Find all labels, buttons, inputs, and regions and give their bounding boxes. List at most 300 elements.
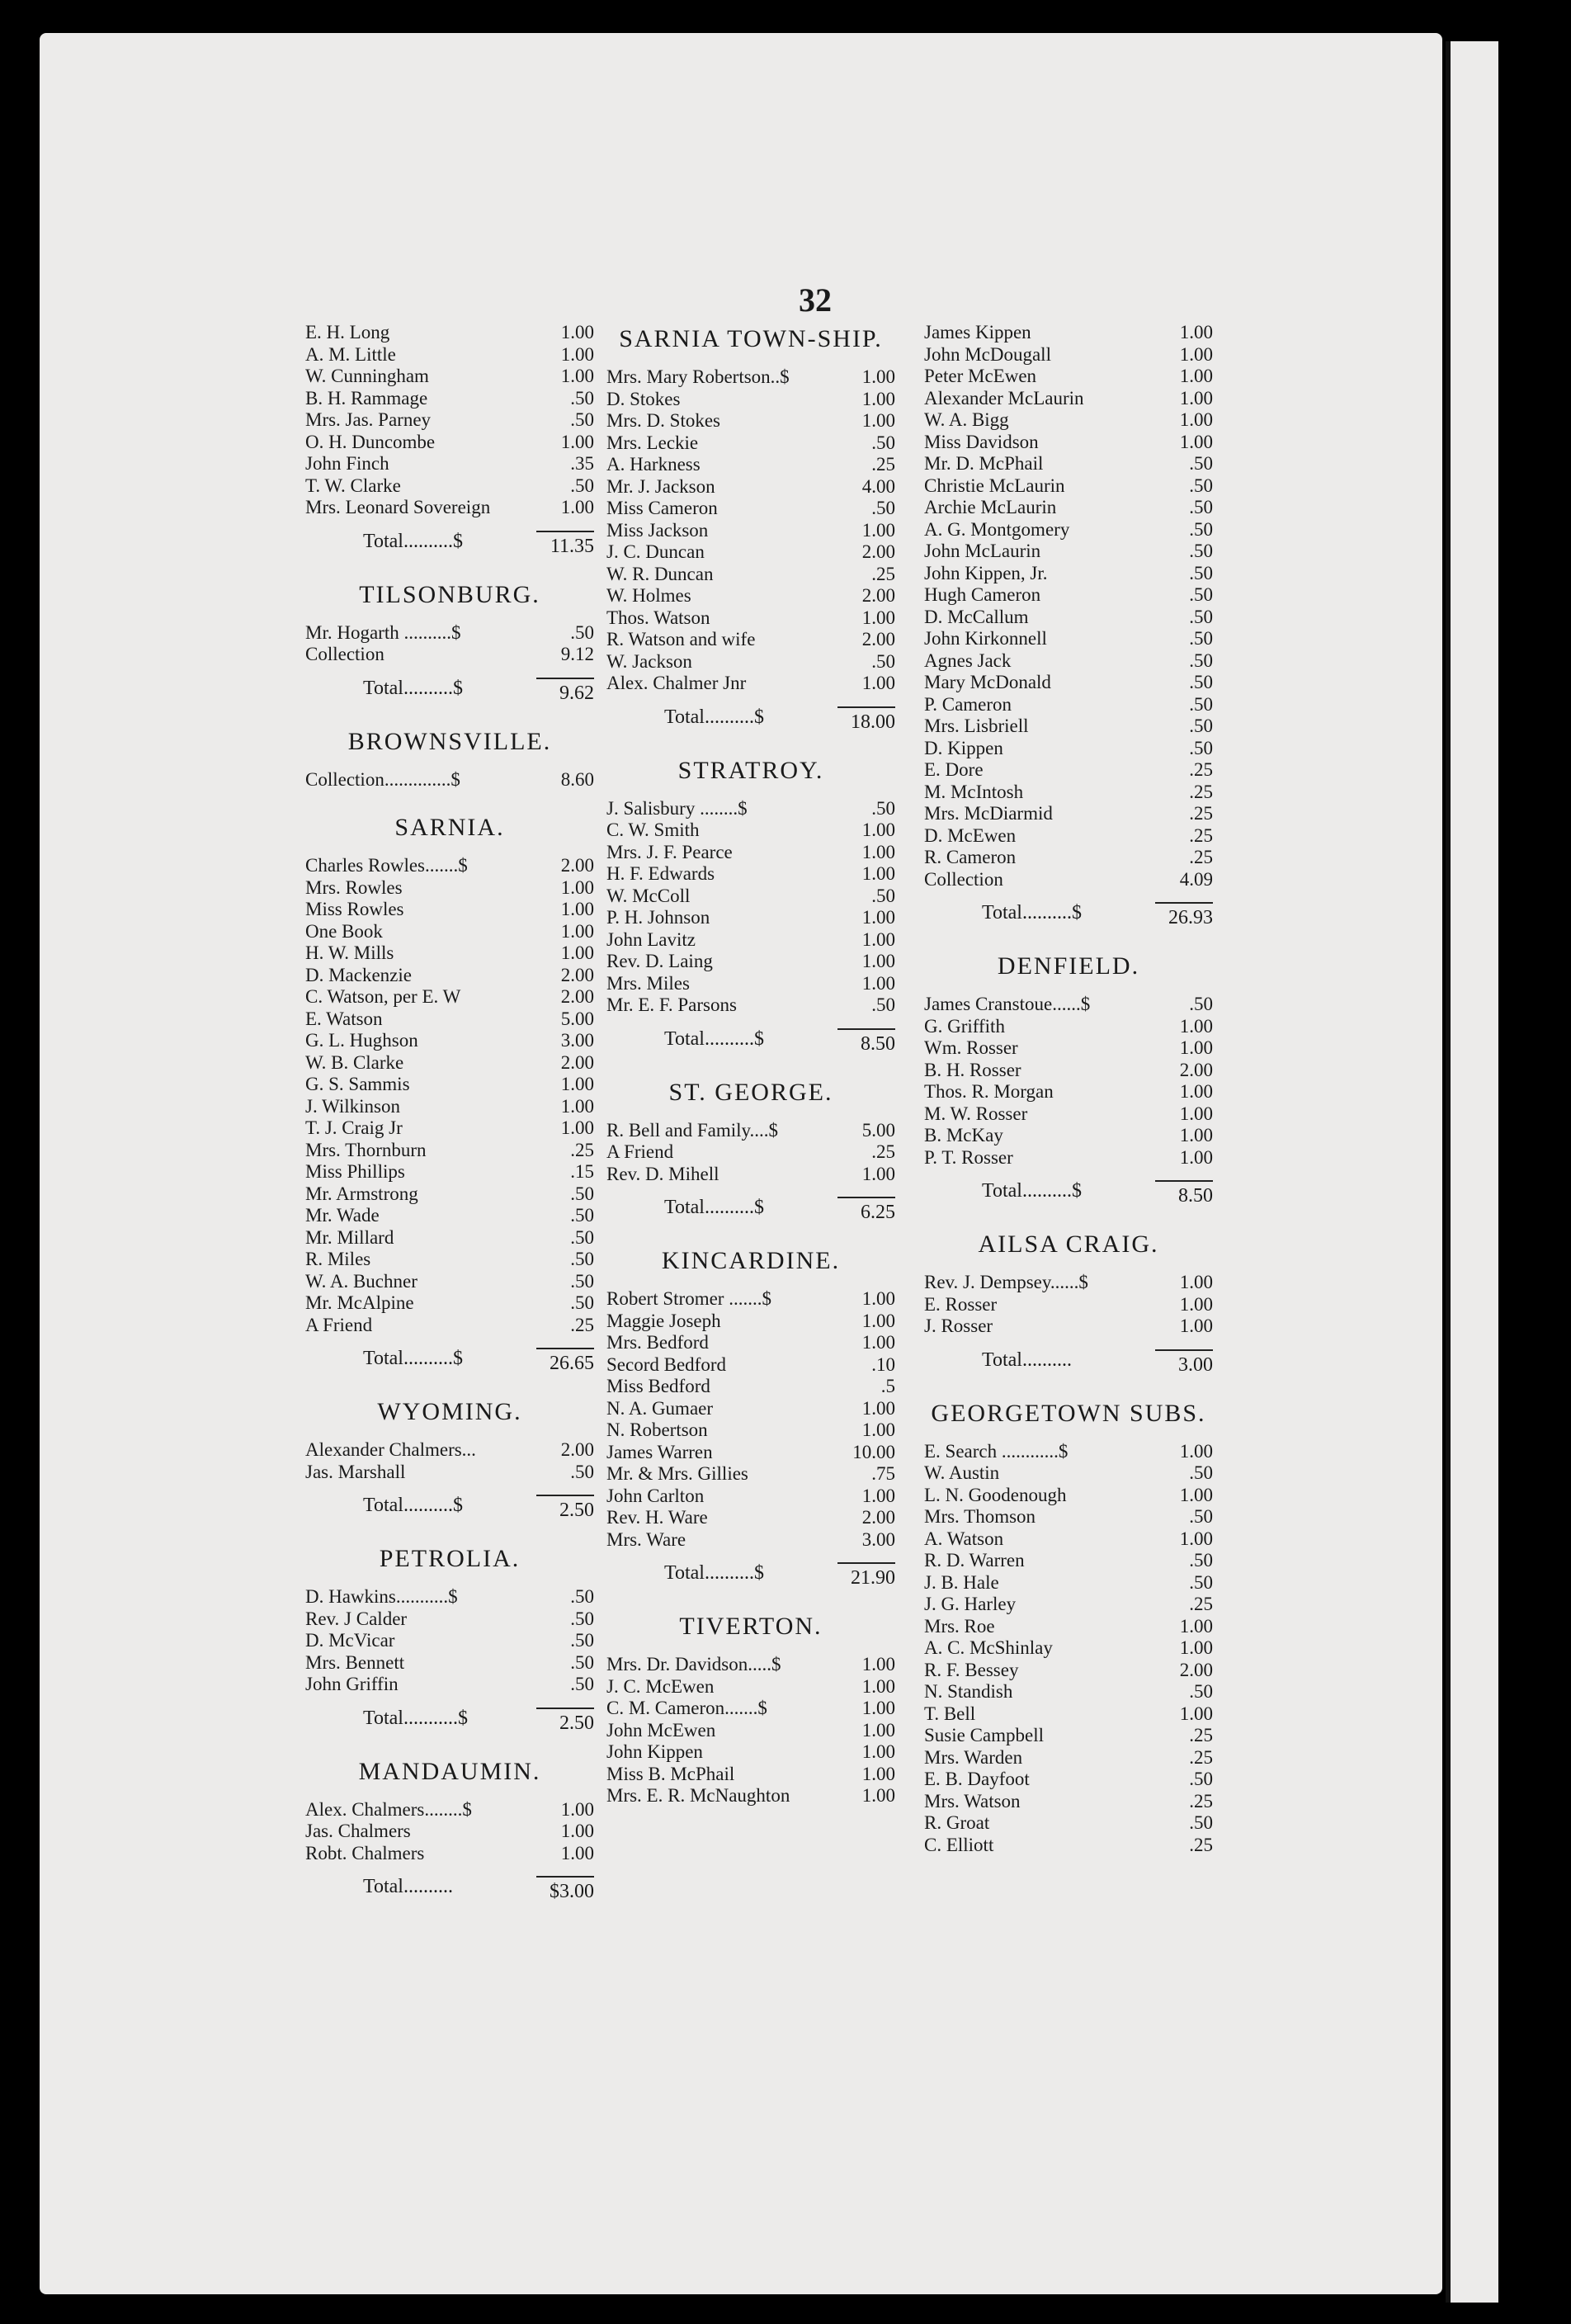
subscription-amount: .50 <box>1189 518 1213 540</box>
subscription-section <box>606 325 895 734</box>
subscription-amount: .50 <box>570 1249 594 1269</box>
subscriber-name: Miss Cameron <box>606 498 718 518</box>
subscriber-name: E. Rosser <box>924 1293 998 1315</box>
subscription-amount: .25 <box>1189 847 1213 867</box>
section-title: PETROLIA. <box>379 1545 521 1572</box>
subscriber-name: James Cranstoue......$ <box>924 994 1091 1014</box>
subscriber-name: J. C. Duncan <box>606 541 705 562</box>
subscription-amount: .50 <box>1189 994 1213 1014</box>
subscription-amount: 1.00 <box>560 1842 594 1863</box>
subscriber-row <box>924 1703 1213 1726</box>
subscriber-row <box>924 409 1213 432</box>
subscriber-row <box>305 1205 594 1227</box>
subscription-amount: 2.00 <box>560 1051 594 1073</box>
subscriber-row <box>305 1096 594 1118</box>
subscriber-row <box>606 1676 895 1698</box>
total-label: Total.......... <box>982 1349 1072 1371</box>
subscriber-name: M. McIntosh <box>924 781 1024 802</box>
subscriber-row <box>606 1486 895 1508</box>
section-title: ST. GEORGE. <box>668 1078 833 1106</box>
subscription-amount: .50 <box>1189 737 1213 758</box>
subscriber-name: J. Salisbury ........$ <box>606 797 748 819</box>
total-amount: 2.50 <box>536 1495 594 1522</box>
total-label: Total.......... <box>363 1876 453 1897</box>
subscription-amount: 1.00 <box>861 1654 895 1675</box>
subscriber-name: Mrs. Mary Robertson..$ <box>606 366 790 387</box>
subscriber-row <box>924 650 1213 673</box>
subscriber-name: Mr. E. F. Parsons <box>606 994 737 1015</box>
subscriber-row <box>606 432 895 455</box>
subscriber-name: P. Cameron <box>924 693 1012 715</box>
subscriber-row <box>305 1586 594 1608</box>
subscriber-name: D. Hawkins...........$ <box>305 1586 458 1607</box>
subscriber-name: John Kippen <box>606 1741 703 1762</box>
subscriber-name: J. C. McEwen <box>606 1675 715 1697</box>
subscriber-row <box>924 366 1213 388</box>
subscription-amount: 1.00 <box>1179 1293 1213 1315</box>
subscription-amount: .50 <box>871 797 895 819</box>
subscriber-name: H. W. Mills <box>305 942 394 963</box>
subscriber-row <box>305 1052 594 1075</box>
subscriber-row <box>305 965 594 987</box>
total-label: Total..........$ <box>664 706 764 728</box>
subscription-amount: .50 <box>570 1586 594 1607</box>
subscription-amount: 1.00 <box>861 820 895 840</box>
subscription-amount: .50 <box>1189 1571 1213 1593</box>
subscriber-row <box>924 847 1213 869</box>
subscriber-row <box>606 842 895 864</box>
total-amount: 6.25 <box>837 1197 895 1224</box>
subscription-amount: 1.00 <box>861 951 895 971</box>
subscriber-name: John Griffin <box>305 1674 399 1694</box>
total-label: Total..........$ <box>982 1180 1082 1202</box>
subscriber-name: Robt. Chalmers <box>305 1842 425 1863</box>
subscriber-row <box>606 1164 895 1186</box>
subscriber-row <box>305 1292 594 1315</box>
section-title: MANDAUMIN. <box>358 1757 541 1785</box>
subscription-amount: .50 <box>1189 1550 1213 1571</box>
subscription-amount: 1.00 <box>1179 1637 1213 1658</box>
subscriber-name: Mrs. Jas. Parney <box>305 409 432 430</box>
subscriber-name: John McDougall <box>924 343 1051 365</box>
subscriber-row <box>924 388 1213 410</box>
section-total <box>924 1180 1213 1207</box>
subscriber-name: Mr. Millard <box>305 1226 394 1248</box>
subscriber-name: W. A. Bigg <box>924 409 1009 430</box>
subscription-amount: 5.00 <box>560 1008 594 1029</box>
subscriber-row <box>305 388 594 410</box>
subscription-section <box>924 322 1213 929</box>
subscription-amount: .50 <box>570 1461 594 1482</box>
subscription-amount: 1.00 <box>861 1485 895 1506</box>
subscriber-row <box>924 1812 1213 1835</box>
subscriber-name: John McEwen <box>606 1719 716 1741</box>
subscriber-row <box>305 453 594 475</box>
subscription-amount: 1.00 <box>560 431 594 452</box>
subscription-amount: 1.00 <box>1179 1015 1213 1037</box>
subscriber-name: Alexander McLaurin <box>924 387 1084 409</box>
subscription-amount: .50 <box>1189 475 1213 496</box>
subscriber-row <box>924 1037 1213 1060</box>
subscription-amount: .25 <box>570 1314 594 1335</box>
subscriber-row <box>924 1485 1213 1507</box>
subscriber-name: R. Miles <box>305 1249 371 1269</box>
subscription-amount: .5 <box>880 1376 895 1396</box>
subscriber-row <box>305 1008 594 1031</box>
subscription-amount: 1.00 <box>1179 1125 1213 1145</box>
subscriber-row <box>924 1594 1213 1616</box>
subscriber-name: Thos. Watson <box>606 607 710 628</box>
subscriber-row <box>606 1376 895 1398</box>
subscription-amount: 10.00 <box>852 1441 895 1462</box>
subscriber-name: Peter McEwen <box>924 366 1037 386</box>
subscriber-name: H. F. Edwards <box>606 863 715 884</box>
subscription-amount: .50 <box>871 994 895 1015</box>
section-title: WYOMING. <box>377 1398 522 1425</box>
subscriber-row <box>305 1462 594 1484</box>
subscriber-row <box>924 1791 1213 1813</box>
subscription-amount: .50 <box>570 1651 594 1673</box>
subscriber-name: E. Search ............$ <box>924 1440 1069 1462</box>
subscriber-row <box>924 584 1213 607</box>
subscriber-row <box>924 825 1213 848</box>
subscriber-row <box>606 1398 895 1420</box>
subscriber-row <box>606 1141 895 1164</box>
subscription-amount: .25 <box>1189 1790 1213 1811</box>
subscription-amount: .50 <box>1189 1506 1213 1527</box>
subscriber-row <box>305 344 594 366</box>
subscriber-row <box>606 410 895 432</box>
subscriber-row <box>606 798 895 820</box>
subscription-amount: 8.60 <box>560 768 594 790</box>
subscriber-name: John Finch <box>305 453 389 474</box>
section-total <box>305 531 594 558</box>
subscriber-name: Mr. J. Jackson <box>606 475 715 497</box>
subscriber-name: Mrs. D. Stokes <box>606 410 721 431</box>
subscription-amount: 1.00 <box>560 899 594 919</box>
subscriber-row <box>305 1799 594 1821</box>
subscription-amount: .50 <box>871 650 895 672</box>
subscriber-name: W. Austin <box>924 1462 1000 1483</box>
subscriber-row <box>606 1288 895 1311</box>
subscription-amount: 1.00 <box>861 1332 895 1353</box>
subscription-amount: .50 <box>871 498 895 518</box>
subscription-amount: 1.00 <box>560 1095 594 1117</box>
subscription-amount: 4.09 <box>1179 868 1213 890</box>
section-title: TILSONBURG. <box>359 580 540 608</box>
subscriber-name: P. H. Johnson <box>606 907 710 928</box>
subscriber-row <box>305 1140 594 1162</box>
subscriber-name: Collection <box>305 644 384 664</box>
subscription-amount: .25 <box>1189 1834 1213 1855</box>
subscriber-name: W. McColl <box>606 885 691 906</box>
subscription-amount: .50 <box>570 387 594 409</box>
subscriber-name: Mrs. Bedford <box>606 1332 709 1353</box>
subscriber-row <box>606 1120 895 1142</box>
total-amount: 26.93 <box>1155 902 1213 929</box>
subscription-amount: .25 <box>871 563 895 584</box>
subscriber-row <box>305 1117 594 1140</box>
subscription-amount: .50 <box>1189 716 1213 736</box>
subscriber-name: J. G. Harley <box>924 1594 1017 1614</box>
subscription-amount: 1.00 <box>861 863 895 884</box>
section-title: GEORGETOWN SUBS. <box>931 1399 1206 1427</box>
subscriber-name: Alex. Chalmer Jnr <box>606 673 747 693</box>
subscriber-name: R. Groat <box>924 1812 990 1833</box>
subscription-amount: 9.12 <box>560 644 594 664</box>
subscription-amount: .25 <box>1189 1746 1213 1768</box>
subscription-amount: 1.00 <box>1179 1484 1213 1505</box>
subscription-amount: 1.00 <box>861 928 895 950</box>
subscriber-name: R. Cameron <box>924 847 1017 867</box>
subscriber-name: Robert Stromer .......$ <box>606 1288 771 1309</box>
subscriber-row <box>606 651 895 673</box>
subscription-section <box>924 1230 1213 1377</box>
subscriber-name: Rev. J Calder <box>305 1608 408 1629</box>
subscriber-name: W. Cunningham <box>305 366 429 386</box>
subscription-amount: 1.00 <box>1179 1703 1213 1724</box>
section-title: AILSA CRAIG. <box>978 1230 1159 1258</box>
subscriber-name: C. Elliott <box>924 1834 994 1855</box>
subscriber-row <box>924 344 1213 366</box>
subscriber-name: James Kippen <box>924 322 1031 342</box>
total-label: Total..........$ <box>664 1027 764 1050</box>
subscriber-row <box>924 1272 1213 1294</box>
section-total <box>606 1562 895 1589</box>
subscriber-row <box>305 921 594 943</box>
total-label: Total..........$ <box>363 530 463 552</box>
subscription-amount: .50 <box>1189 628 1213 649</box>
total-label: Total..........$ <box>363 677 463 699</box>
section-title: BROWNSVILLE. <box>347 727 552 755</box>
subscriber-name: Collection..............$ <box>305 768 460 790</box>
subscriber-row <box>924 607 1213 629</box>
subscriber-row <box>305 769 594 791</box>
subscription-amount: .50 <box>570 409 594 430</box>
subscriber-name: G. S. Sammis <box>305 1074 410 1094</box>
subscriber-name: G. L. Hughson <box>305 1030 418 1051</box>
subscription-amount: .50 <box>570 1270 594 1292</box>
subscription-amount: 1.00 <box>560 1074 594 1094</box>
subscription-amount: .50 <box>570 621 594 643</box>
subscriber-name: Alex. Chalmers........$ <box>305 1798 472 1820</box>
subscriber-name: W. B. Clarke <box>305 1051 404 1073</box>
subscriber-row <box>924 1660 1213 1682</box>
subscriber-name: Wm. Rosser <box>924 1037 1018 1058</box>
subscriber-name: Mr. & Mrs. Gillies <box>606 1463 748 1484</box>
section-total <box>305 1495 594 1522</box>
subscriber-row <box>305 1608 594 1631</box>
subscriber-row <box>924 1316 1213 1338</box>
subscriber-row <box>606 476 895 498</box>
subscriber-row <box>606 994 895 1017</box>
subscriber-name: Mrs. Bennett <box>305 1651 405 1673</box>
subscriber-row <box>606 907 895 929</box>
subscription-amount: .50 <box>1189 1462 1213 1483</box>
subscriber-row <box>924 782 1213 804</box>
subscriber-row <box>305 1161 594 1183</box>
subscriber-row <box>924 1528 1213 1551</box>
subscriber-name: John Kirkonnell <box>924 628 1047 649</box>
subscriber-name: C. W. Smith <box>606 820 700 840</box>
section-title: TIVERTON. <box>679 1613 823 1640</box>
subscriber-row <box>606 1354 895 1377</box>
subscriber-row <box>924 1462 1213 1485</box>
total-label: Total..........$ <box>664 1197 764 1218</box>
subscriber-row <box>606 1764 895 1786</box>
subscriber-row <box>924 1725 1213 1747</box>
subscriber-row <box>924 432 1213 454</box>
subscriber-name: Mrs. Leonard Sovereign <box>305 497 491 517</box>
subscription-amount: 1.00 <box>861 673 895 693</box>
subscription-amount: 1.00 <box>861 1763 895 1784</box>
total-label: Total...........$ <box>363 1707 468 1729</box>
subscriber-row <box>606 1785 895 1807</box>
subscription-amount: 2.00 <box>861 1507 895 1528</box>
subscriber-row <box>606 820 895 842</box>
subscriber-name: E. Dore <box>924 759 984 780</box>
total-amount: 11.35 <box>536 531 594 558</box>
subscriber-name: Secord Bedford <box>606 1353 726 1375</box>
subscriber-name: Jas. Marshall <box>305 1461 406 1482</box>
column-3 <box>924 322 1213 1879</box>
subscriber-row <box>606 1698 895 1720</box>
total-amount: 26.65 <box>536 1348 594 1375</box>
subscription-amount: 1.00 <box>861 972 895 994</box>
total-label: Total..........$ <box>363 1495 463 1516</box>
subscription-section <box>606 1079 895 1225</box>
section-title: SARNIA TOWN-SHIP. <box>619 325 883 352</box>
total-label: Total..........$ <box>363 1348 463 1369</box>
subscriber-name: C. M. Cameron.......$ <box>606 1698 767 1718</box>
subscriber-name: J. Rosser <box>924 1316 993 1336</box>
subscriber-name: John Lavitz <box>606 928 696 950</box>
subscriber-name: W. Holmes <box>606 585 691 606</box>
subscription-amount: .50 <box>1189 497 1213 517</box>
total-amount: 21.90 <box>837 1562 895 1589</box>
subscription-amount: 2.00 <box>560 1439 594 1460</box>
subscriber-name: Miss Phillips <box>305 1161 405 1182</box>
subscription-amount: 4.00 <box>861 475 895 497</box>
subscriber-row <box>606 929 895 952</box>
subscription-amount: 1.00 <box>560 1821 594 1841</box>
subscription-amount: 1.00 <box>861 841 895 862</box>
subscription-amount: .50 <box>1189 672 1213 692</box>
subscription-amount: .50 <box>1189 1812 1213 1833</box>
subscriber-name: Mrs. Leckie <box>606 432 699 453</box>
subscriber-row <box>924 322 1213 344</box>
subscriber-name: Mrs. Miles <box>606 972 690 994</box>
subscriber-row <box>606 564 895 586</box>
subscription-section <box>606 1613 895 1807</box>
subscription-amount: .75 <box>871 1463 895 1484</box>
subscription-amount: .50 <box>1189 584 1213 605</box>
subscriber-row <box>606 863 895 886</box>
subscriber-name: Miss Davidson <box>924 431 1039 452</box>
subscription-amount: .35 <box>570 453 594 474</box>
subscriber-name: A Friend <box>606 1141 674 1162</box>
total-amount: 2.50 <box>536 1708 594 1735</box>
subscriber-row <box>606 1507 895 1529</box>
subscription-amount: .25 <box>871 454 895 475</box>
subscriber-name: Mrs. E. R. McNaughton <box>606 1785 790 1806</box>
subscriber-row <box>924 738 1213 760</box>
subscriber-name: Maggie Joseph <box>606 1310 721 1331</box>
subscriber-name: John Carlton <box>606 1485 705 1506</box>
subscriber-row <box>305 1074 594 1096</box>
section-title: STRATROY. <box>677 756 824 784</box>
subscription-amount: .50 <box>871 432 895 453</box>
section-total <box>606 706 895 734</box>
subscriber-row <box>305 1843 594 1865</box>
subscription-amount: 1.00 <box>861 1310 895 1331</box>
subscriber-row <box>606 951 895 973</box>
column-2 <box>606 322 895 1830</box>
subscriber-row <box>606 1311 895 1333</box>
subscriber-name: Miss B. McPhail <box>606 1763 735 1784</box>
subscriber-name: Rev. H. Ware <box>606 1507 708 1528</box>
subscriber-name: A Friend <box>305 1314 373 1335</box>
subscriber-row <box>606 1419 895 1442</box>
subscriber-name: A. G. Montgomery <box>924 518 1070 540</box>
subscription-section <box>305 814 594 1375</box>
subscription-amount: 1.00 <box>1179 1615 1213 1637</box>
subscriber-row <box>924 1572 1213 1594</box>
subscription-amount: .25 <box>1189 1594 1213 1614</box>
total-amount: 9.62 <box>536 678 594 705</box>
subscriber-row <box>305 855 594 877</box>
subscription-amount: 1.00 <box>1179 387 1213 409</box>
subscriber-name: T. J. Craig Jr <box>305 1117 403 1138</box>
subscriber-name: B. H. Rammage <box>305 387 428 409</box>
total-amount: 3.00 <box>1155 1349 1213 1377</box>
subscriber-row <box>924 1147 1213 1169</box>
total-amount: $3.00 <box>536 1876 594 1903</box>
subscription-amount: 1.00 <box>1179 1528 1213 1549</box>
subscriber-row <box>924 1060 1213 1082</box>
subscriber-name: R. Bell and Family....$ <box>606 1119 779 1141</box>
subscription-amount: 1.00 <box>560 366 594 386</box>
subscriber-name: Thos. R. Morgan <box>924 1081 1054 1102</box>
subscriber-row <box>924 994 1213 1016</box>
subscription-amount: 1.00 <box>861 1397 895 1419</box>
subscription-section <box>305 1398 594 1522</box>
subscriber-row <box>924 628 1213 650</box>
subscriber-row <box>924 475 1213 498</box>
subscription-section <box>606 1247 895 1589</box>
subscriber-row <box>606 973 895 995</box>
subscription-amount: 2.00 <box>560 855 594 876</box>
subscriber-name: B. H. Rosser <box>924 1059 1021 1080</box>
subscription-amount: .25 <box>1189 803 1213 824</box>
subscriber-name: O. H. Duncombe <box>305 431 436 452</box>
subscription-section <box>305 322 594 558</box>
subscriber-name: G. Griffith <box>924 1015 1005 1037</box>
subscription-amount: .50 <box>1189 1769 1213 1789</box>
subscription-amount: 1.00 <box>1179 1272 1213 1292</box>
subscriber-name: Archie McLaurin <box>924 497 1057 517</box>
subscriber-row <box>305 1630 594 1652</box>
subscription-amount: 1.00 <box>861 1163 895 1184</box>
subscriber-name: A. Watson <box>924 1528 1004 1549</box>
subscription-amount: .10 <box>871 1353 895 1375</box>
subscription-amount: .50 <box>570 1608 594 1629</box>
subscriber-name: Susie Campbell <box>924 1725 1045 1745</box>
subscription-amount: .25 <box>1189 781 1213 802</box>
subscription-amount: 1.00 <box>1179 322 1213 342</box>
subscriber-row <box>606 1529 895 1552</box>
section-total <box>924 902 1213 929</box>
